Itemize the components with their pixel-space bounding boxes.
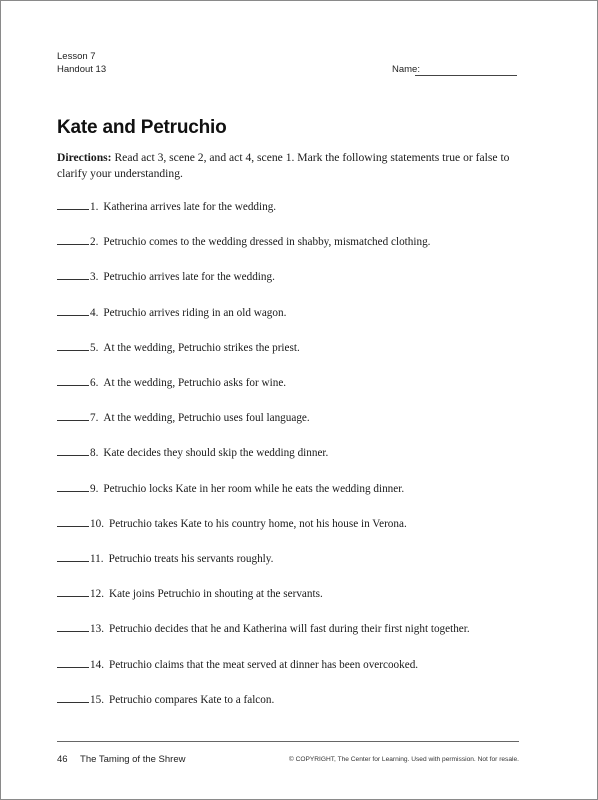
- statement-text: Petruchio arrives late for the wedding.: [103, 271, 275, 284]
- page-header: [57, 50, 519, 76]
- statement-text: Petruchio locks Kate in her room while he eats the wedding dinner.: [103, 482, 405, 495]
- answer-blank[interactable]: [57, 585, 89, 597]
- statement-text: Petruchio comes to the wedding dressed in shabby, mismatched clothing.: [103, 236, 431, 249]
- statement-text: Petruchio compares Kate to a falcon.: [108, 693, 275, 706]
- statement-item: [57, 339, 300, 355]
- answer-blank[interactable]: [57, 515, 89, 527]
- footer-rule: [57, 741, 519, 742]
- statement-item: [57, 304, 286, 320]
- directions-label: Directions:: [57, 151, 112, 164]
- statement-number: 15.: [90, 693, 104, 706]
- answer-blank[interactable]: [57, 198, 89, 210]
- statement-text: At the wedding, Petruchio strikes the priest.: [103, 341, 300, 354]
- statement-number: 2.: [90, 236, 99, 249]
- answer-blank[interactable]: [57, 444, 89, 456]
- statement-text: Kate decides they should skip the wedding dinner.: [103, 447, 329, 460]
- statement-number: 12.: [90, 588, 104, 601]
- statement-number: 9.: [90, 482, 99, 495]
- statement-text: Petruchio takes Kate to his country home, not his house in Verona.: [108, 517, 407, 530]
- answer-blank[interactable]: [57, 480, 89, 492]
- answer-blank[interactable]: [57, 550, 89, 562]
- page-number: 46: [57, 754, 68, 765]
- statement-item: [57, 480, 404, 496]
- statement-text: At the wedding, Petruchio asks for wine.: [103, 377, 287, 389]
- statement-number: 6.: [90, 377, 99, 389]
- statement-text: Petruchio claims that the meat served at dinner has been overcooked.: [108, 658, 419, 671]
- statement-number: 14.: [90, 658, 104, 671]
- name-label: Name:: [392, 64, 420, 75]
- statement-item: [57, 409, 310, 425]
- statement-number: 7.: [90, 412, 99, 425]
- handout-label: Handout 13: [57, 64, 107, 75]
- statement-item: [57, 374, 286, 390]
- statement-number: 3.: [90, 271, 99, 284]
- statement-item: [57, 268, 275, 284]
- statement-item: [57, 444, 328, 460]
- name-field-line[interactable]: [415, 75, 517, 76]
- directions: [57, 150, 527, 182]
- footer-left: [57, 754, 185, 765]
- copyright-notice: © COPYRIGHT, The Center for Learning. Used with permission. Not for resale.: [288, 756, 519, 763]
- statement-item: [57, 233, 430, 249]
- statement-text: Petruchio arrives riding in an old wagon.: [103, 306, 287, 319]
- statement-number: 1.: [90, 201, 99, 213]
- answer-blank[interactable]: [57, 620, 89, 632]
- statement-number: 11.: [90, 553, 104, 565]
- statement-number: 13.: [90, 623, 104, 636]
- book-title: The Taming of the Shrew: [80, 754, 186, 765]
- statement-item: [57, 585, 323, 601]
- statement-text: Katherina arrives late for the wedding.: [103, 201, 277, 213]
- answer-blank[interactable]: [57, 268, 89, 280]
- directions-text: Read act 3, scene 2, and act 4, scene 1. Mark the following statements true or false to clarify your understanding.: [57, 151, 510, 180]
- answer-blank[interactable]: [57, 233, 89, 245]
- answer-blank[interactable]: [57, 409, 89, 421]
- statement-text: At the wedding, Petruchio uses foul language.: [103, 412, 310, 425]
- answer-blank[interactable]: [57, 691, 89, 703]
- statement-number: 10.: [90, 517, 104, 530]
- statement-item: [57, 620, 470, 636]
- answer-blank[interactable]: [57, 339, 89, 351]
- statement-text: Petruchio decides that he and Katherina will fast during their first night together.: [108, 623, 470, 636]
- statement-item: [57, 656, 418, 672]
- statement-number: 5.: [90, 341, 99, 354]
- statement-item: [57, 198, 276, 214]
- statement-number: 8.: [90, 447, 99, 460]
- answer-blank[interactable]: [57, 304, 89, 316]
- page-title: Kate and Petruchio: [57, 117, 227, 138]
- answer-blank[interactable]: [57, 656, 89, 668]
- statement-text: Petruchio treats his servants roughly.: [108, 553, 274, 565]
- answer-blank[interactable]: [57, 374, 89, 386]
- statement-number: 4.: [90, 306, 99, 319]
- statement-item: [57, 691, 274, 707]
- statement-item: [57, 550, 273, 566]
- lesson-label: Lesson 7: [57, 51, 96, 62]
- statement-text: Kate joins Petruchio in shouting at the servants.: [108, 588, 323, 601]
- statement-item: [57, 515, 407, 531]
- handout-row: [57, 63, 519, 76]
